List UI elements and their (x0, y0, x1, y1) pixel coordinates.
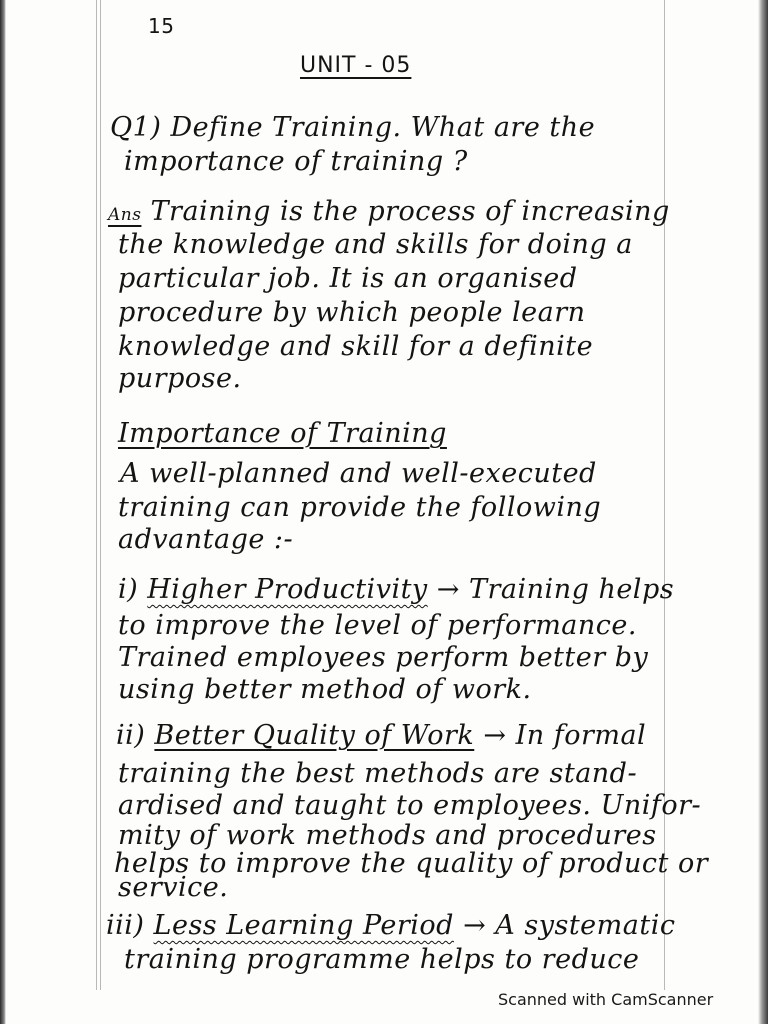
answer-line-6: purpose. (118, 363, 242, 394)
question-marker: Q1) (110, 112, 162, 143)
page-left-edge (0, 0, 6, 1024)
point-1-line-2: Trained employees perform better by (118, 642, 649, 673)
page-number: 15 (148, 14, 175, 38)
point-1-number: i) (118, 574, 139, 605)
question-text-1: Define Training. What are the (170, 112, 596, 143)
point-2-arrow: → (483, 720, 507, 751)
point-2-number: ii) (116, 720, 146, 751)
point-2-line-3: mity of work methods and procedures (118, 820, 657, 851)
question-line-1 (110, 112, 595, 144)
answer-line-1 (108, 196, 670, 231)
page-right-edge (758, 0, 768, 1024)
importance-heading: Importance of Training (118, 418, 447, 449)
answer-text-1: Training is the process of increasing (150, 196, 670, 227)
point-3-first-text: A systematic (495, 910, 676, 941)
point-2-line-5: service. (118, 872, 229, 903)
answer-line-2: the knowledge and skills for doing a (118, 229, 633, 260)
point-1-title: Higher Productivity (147, 574, 428, 605)
point-2-title-line (116, 720, 646, 752)
answer-line-5: knowledge and skill for a definite (118, 331, 594, 362)
margin-line-left (96, 0, 97, 990)
point-1-title-line (118, 574, 674, 606)
point-3-title-line (106, 910, 675, 942)
point-3-line-1: training programme helps to reduce (124, 944, 640, 975)
margin-line-right (664, 0, 665, 990)
answer-line-4: procedure by which people learn (118, 297, 586, 328)
margin-line-left-inner (100, 0, 101, 990)
point-2-first-text: In formal (515, 720, 647, 751)
unit-heading: UNIT - 05 (300, 53, 412, 78)
point-3-number: iii) (106, 910, 145, 941)
point-1-arrow: → (436, 574, 460, 605)
point-1-first-text: Training helps (469, 574, 675, 605)
point-2-line-2: ardised and taught to employees. Unifor- (118, 790, 702, 821)
answer-line-3: particular job. It is an organised (118, 263, 578, 294)
answer-label: Ans (108, 205, 142, 225)
point-2-line-1: training the best methods are stand- (118, 758, 638, 789)
importance-intro-1: A well-planned and well-executed (120, 458, 597, 489)
point-3-arrow: → (463, 910, 487, 941)
question-line-2: importance of training ? (124, 146, 468, 177)
point-1-line-1: to improve the level of performance. (118, 610, 637, 641)
point-2-line-4: helps to improve the quality of product or (114, 848, 709, 879)
importance-intro-3: advantage :- (118, 524, 294, 555)
point-2-title: Better Quality of Work (154, 720, 475, 751)
point-3-title: Less Learning Period (153, 910, 454, 941)
point-1-line-3: using better method of work. (118, 674, 532, 705)
camscanner-watermark: Scanned with CamScanner (498, 990, 714, 1009)
importance-intro-2: training can provide the following (118, 492, 602, 523)
